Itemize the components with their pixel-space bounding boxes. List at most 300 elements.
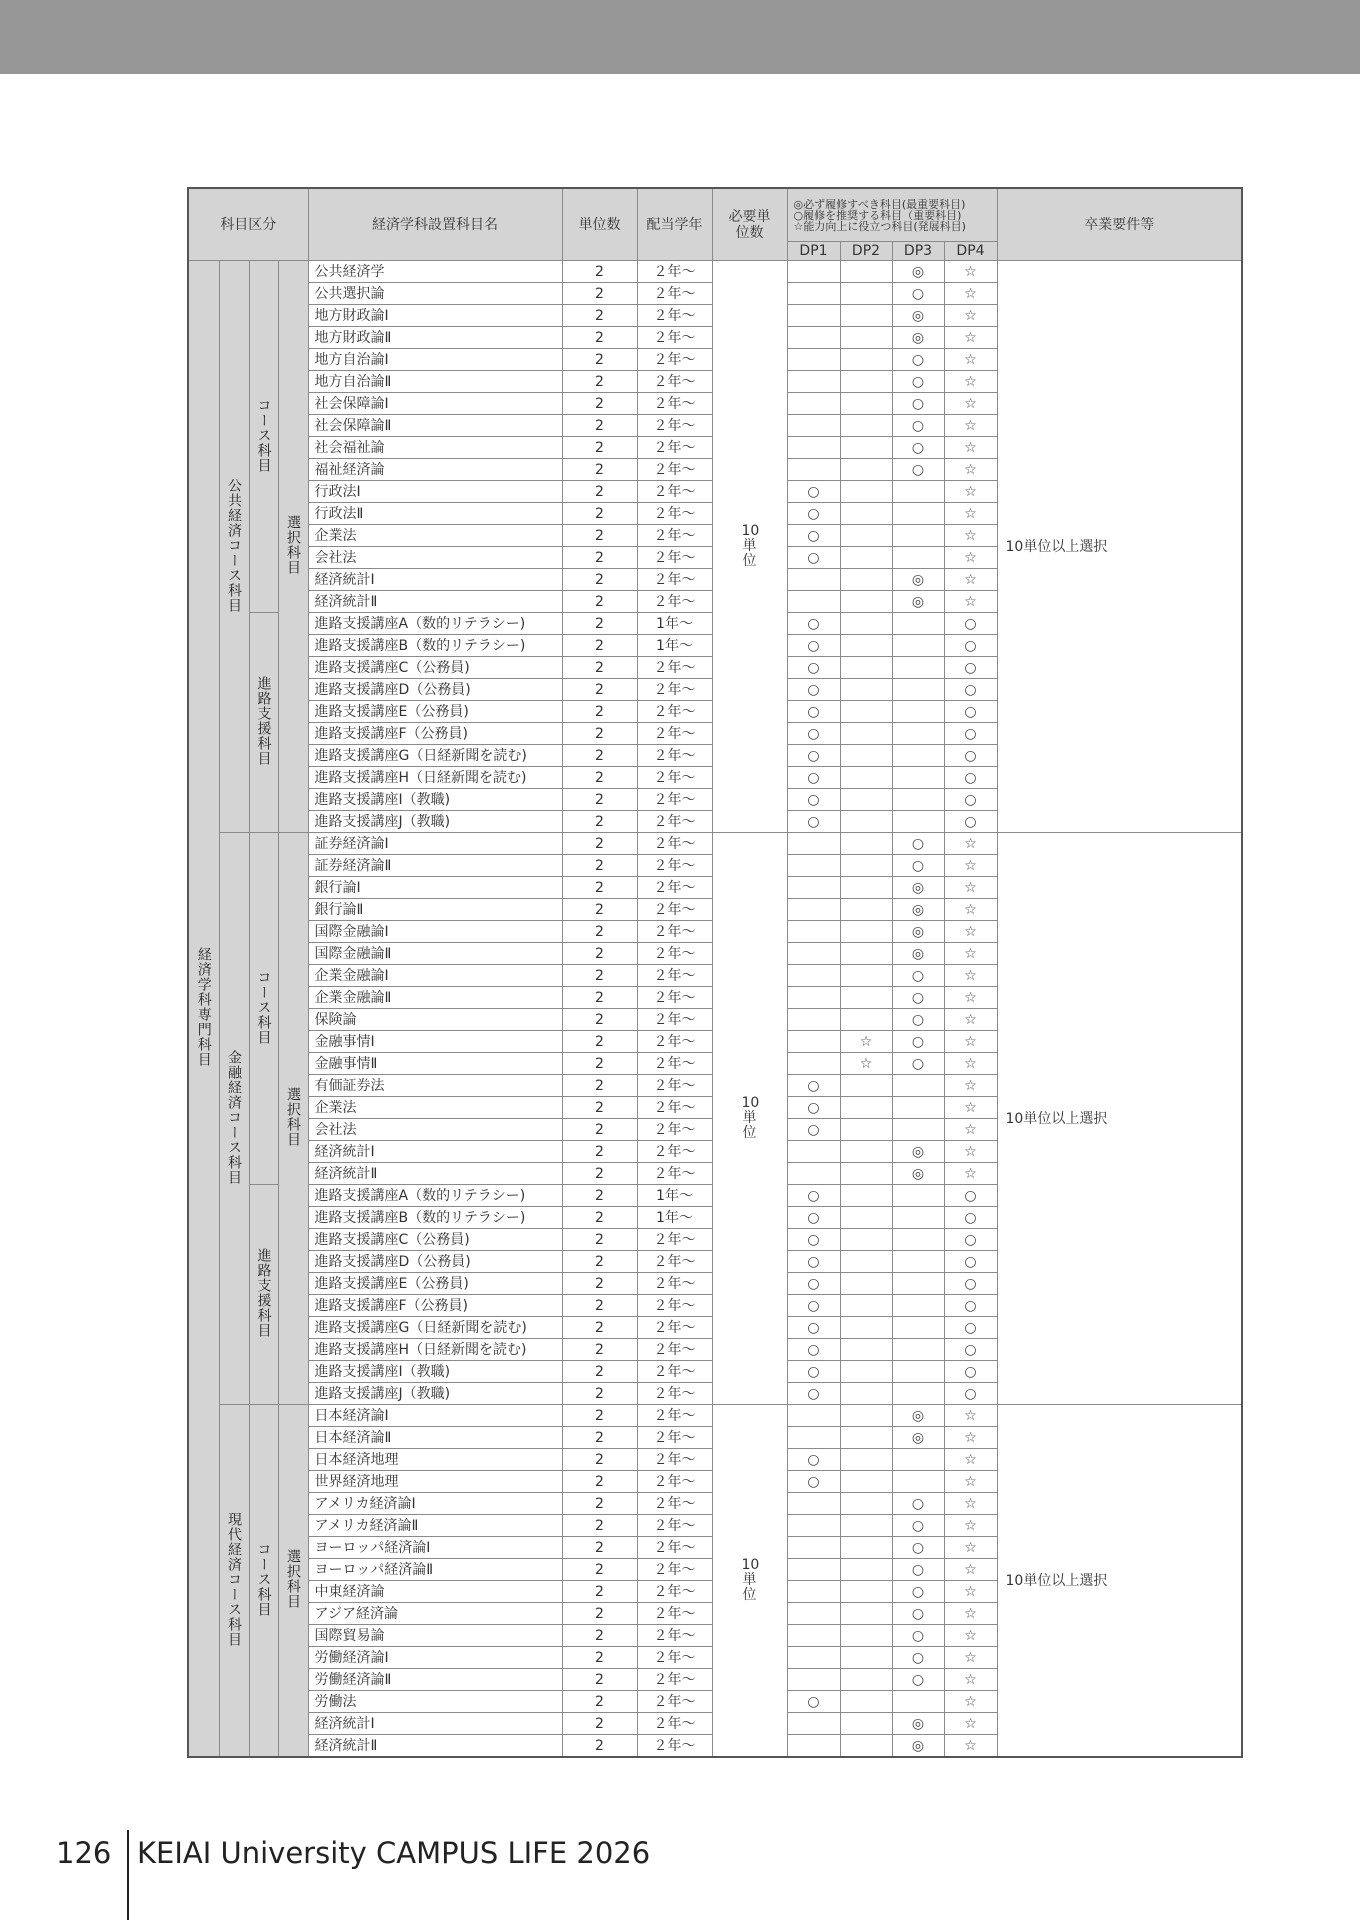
header-dp4: DP4 <box>944 242 997 261</box>
dp3-mark: ○ <box>892 437 944 459</box>
year-cell: 1年～ <box>637 1185 712 1207</box>
dp2-mark <box>840 415 892 437</box>
dp3-mark: ◎ <box>892 591 944 613</box>
dp1-mark: ○ <box>787 1251 840 1273</box>
dp1-mark <box>787 1647 840 1669</box>
dp2-mark <box>840 349 892 371</box>
dp1-mark <box>787 415 840 437</box>
dp2-mark <box>840 1383 892 1405</box>
dp2-mark <box>840 1119 892 1141</box>
course-name-cell: 地方自治論Ⅰ <box>308 349 562 371</box>
dp2-mark <box>840 965 892 987</box>
dp3-mark: ○ <box>892 1537 944 1559</box>
course-name-cell: 進路支援講座E（公務員) <box>308 1273 562 1295</box>
credits-cell: 2 <box>562 437 637 459</box>
course-name-cell: 企業金融論Ⅰ <box>308 965 562 987</box>
year-cell: ２年～ <box>637 943 712 965</box>
dp2-mark <box>840 1185 892 1207</box>
dp1-mark: ○ <box>787 745 840 767</box>
dp2-mark <box>840 811 892 833</box>
year-cell: ２年～ <box>637 701 712 723</box>
course-name-cell: 進路支援講座F（公務員) <box>308 1295 562 1317</box>
dp1-mark <box>787 965 840 987</box>
dp1-mark <box>787 1031 840 1053</box>
dp3-mark <box>892 811 944 833</box>
dp4-mark: ☆ <box>944 459 997 481</box>
year-cell: ２年～ <box>637 1273 712 1295</box>
dp1-mark: ○ <box>787 1097 840 1119</box>
credits-cell: 2 <box>562 1625 637 1647</box>
dp2-mark <box>840 1559 892 1581</box>
course-name-cell: 進路支援講座I（教職) <box>308 1361 562 1383</box>
year-cell: ２年～ <box>637 1449 712 1471</box>
dp4-mark: ☆ <box>944 987 997 1009</box>
credits-cell: 2 <box>562 415 637 437</box>
dp2-mark <box>840 459 892 481</box>
dp1-mark <box>787 899 840 921</box>
page-number: 126 <box>56 1836 112 1870</box>
dp2-mark <box>840 1097 892 1119</box>
course-name-cell: 日本経済論Ⅰ <box>308 1405 562 1427</box>
course-name-cell: 進路支援講座C（公務員) <box>308 1229 562 1251</box>
dp2-mark <box>840 1515 892 1537</box>
year-cell: ２年～ <box>637 437 712 459</box>
credits-cell: 2 <box>562 701 637 723</box>
dp1-mark <box>787 437 840 459</box>
credits-cell: 2 <box>562 657 637 679</box>
course-category <box>219 261 249 833</box>
dp1-mark <box>787 1163 840 1185</box>
dp2-mark <box>840 701 892 723</box>
course-name-cell: 進路支援講座C（公務員) <box>308 657 562 679</box>
credits-cell: 2 <box>562 635 637 657</box>
dp4-mark: ☆ <box>944 547 997 569</box>
year-cell: ２年～ <box>637 415 712 437</box>
dp2-mark <box>840 437 892 459</box>
dp2-mark <box>840 855 892 877</box>
dp1-mark <box>787 1405 840 1427</box>
dp3-mark <box>892 1119 944 1141</box>
dp3-mark: ○ <box>892 1603 944 1625</box>
course-name-cell: 進路支援講座F（公務員) <box>308 723 562 745</box>
course-name-cell: 公共選択論 <box>308 283 562 305</box>
credits-cell: 2 <box>562 767 637 789</box>
credits-cell: 2 <box>562 1713 637 1735</box>
credits-cell: 2 <box>562 789 637 811</box>
course-name-cell: 福祉経済論 <box>308 459 562 481</box>
dp3-mark: ○ <box>892 393 944 415</box>
dp3-mark <box>892 767 944 789</box>
dp4-mark: ☆ <box>944 415 997 437</box>
header-dp3: DP3 <box>892 242 944 261</box>
dp3-mark: ◎ <box>892 305 944 327</box>
credits-cell: 2 <box>562 745 637 767</box>
credits-cell: 2 <box>562 393 637 415</box>
course-name-cell: 進路支援講座J（教職) <box>308 1383 562 1405</box>
year-cell: ２年～ <box>637 459 712 481</box>
course-name-cell: 企業金融論Ⅱ <box>308 987 562 1009</box>
header-required-units <box>712 188 787 261</box>
subgroup-label: コース科目 <box>255 969 272 1045</box>
dp4-mark: ☆ <box>944 1053 997 1075</box>
credits-cell: 2 <box>562 1471 637 1493</box>
dp4-mark: ○ <box>944 1273 997 1295</box>
dp4-mark: ☆ <box>944 569 997 591</box>
credits-cell: 2 <box>562 1295 637 1317</box>
credits-cell: 2 <box>562 613 637 635</box>
dp1-mark <box>787 1537 840 1559</box>
dp3-mark: ○ <box>892 833 944 855</box>
dp4-mark: ☆ <box>944 833 997 855</box>
elective-label: 選択科目 <box>285 1087 301 1147</box>
credits-cell: 2 <box>562 1669 637 1691</box>
header-dp1: DP1 <box>787 242 840 261</box>
dp4-mark: ○ <box>944 657 997 679</box>
dp2-mark <box>840 1251 892 1273</box>
year-cell: ２年～ <box>637 1669 712 1691</box>
year-cell: ２年～ <box>637 349 712 371</box>
course-name-cell: 会社法 <box>308 547 562 569</box>
elective-category <box>278 261 308 833</box>
credits-cell: 2 <box>562 371 637 393</box>
header-year: 配当学年 <box>637 188 712 261</box>
credits-cell: 2 <box>562 1449 637 1471</box>
header-credits: 単位数 <box>562 188 637 261</box>
dp4-mark: ☆ <box>944 1603 997 1625</box>
dp3-mark <box>892 1295 944 1317</box>
dp1-mark: ○ <box>787 723 840 745</box>
dp4-mark: ☆ <box>944 283 997 305</box>
year-cell: ２年～ <box>637 283 712 305</box>
subgroup-category <box>249 1185 278 1405</box>
dp4-mark: ○ <box>944 613 997 635</box>
dp1-mark: ○ <box>787 657 840 679</box>
course-name-cell: 経済統計Ⅰ <box>308 1713 562 1735</box>
credits-cell: 2 <box>562 833 637 855</box>
dp2-mark <box>840 1273 892 1295</box>
dp4-mark: ○ <box>944 679 997 701</box>
dp3-mark: ○ <box>892 415 944 437</box>
dp2-mark <box>840 1317 892 1339</box>
year-cell: ２年～ <box>637 965 712 987</box>
dp1-mark: ○ <box>787 547 840 569</box>
dp1-mark <box>787 1141 840 1163</box>
required-units-cell <box>712 1405 787 1758</box>
dp1-mark: ○ <box>787 1471 840 1493</box>
year-cell: ２年～ <box>637 1581 712 1603</box>
dp1-mark: ○ <box>787 1691 840 1713</box>
dp1-mark: ○ <box>787 789 840 811</box>
dp4-mark: ☆ <box>944 591 997 613</box>
dp2-mark <box>840 1581 892 1603</box>
dp2-mark <box>840 723 892 745</box>
dp4-mark: ○ <box>944 789 997 811</box>
course-name-cell: 進路支援講座B（数的リテラシー) <box>308 635 562 657</box>
year-cell: ２年～ <box>637 1031 712 1053</box>
year-cell: ２年～ <box>637 1097 712 1119</box>
dp4-mark: ○ <box>944 723 997 745</box>
course-name-cell: 社会保障論Ⅱ <box>308 415 562 437</box>
dp1-mark <box>787 877 840 899</box>
credits-cell: 2 <box>562 987 637 1009</box>
required-units-label: 10単位 <box>741 523 760 569</box>
credits-cell: 2 <box>562 305 637 327</box>
year-cell: ２年～ <box>637 767 712 789</box>
year-cell: ２年～ <box>637 1515 712 1537</box>
dp1-mark <box>787 1009 840 1031</box>
dp4-mark: ☆ <box>944 965 997 987</box>
year-cell: ２年～ <box>637 1141 712 1163</box>
dp1-mark <box>787 393 840 415</box>
year-cell: ２年～ <box>637 855 712 877</box>
course-name-cell: 進路支援講座I（教職) <box>308 789 562 811</box>
year-cell: ２年～ <box>637 1735 712 1758</box>
header-course-name: 経済学科設置科目名 <box>308 188 562 261</box>
year-cell: ２年～ <box>637 1691 712 1713</box>
dp2-mark <box>840 767 892 789</box>
dp4-mark: ☆ <box>944 437 997 459</box>
course-name-cell: 経済統計Ⅱ <box>308 1163 562 1185</box>
dp3-mark: ◎ <box>892 327 944 349</box>
year-cell: ２年～ <box>637 305 712 327</box>
legend-line-1: ◎必ず履修すべき科目(最重要科目) <box>793 197 966 211</box>
dp2-mark <box>840 1471 892 1493</box>
dp2-mark <box>840 283 892 305</box>
elective-category <box>278 1405 308 1758</box>
dp1-mark <box>787 459 840 481</box>
year-cell: ２年～ <box>637 371 712 393</box>
course-name-cell: 有価証券法 <box>308 1075 562 1097</box>
dp2-mark <box>840 1603 892 1625</box>
header-dp2: DP2 <box>840 242 892 261</box>
dp2-mark <box>840 1493 892 1515</box>
dp3-mark: ○ <box>892 1053 944 1075</box>
year-cell: ２年～ <box>637 1339 712 1361</box>
dp4-mark: ○ <box>944 1229 997 1251</box>
dp3-mark <box>892 1075 944 1097</box>
dp4-mark: ○ <box>944 767 997 789</box>
dp3-mark: ○ <box>892 965 944 987</box>
dp3-mark <box>892 1383 944 1405</box>
dp4-mark: ○ <box>944 1251 997 1273</box>
dp4-mark: ☆ <box>944 921 997 943</box>
credits-cell: 2 <box>562 1493 637 1515</box>
year-cell: ２年～ <box>637 1009 712 1031</box>
dp4-mark: ☆ <box>944 1097 997 1119</box>
dp3-mark <box>892 1207 944 1229</box>
dp1-mark: ○ <box>787 679 840 701</box>
header-category: 科目区分 <box>188 188 308 261</box>
dp4-mark: ☆ <box>944 327 997 349</box>
dp4-mark: ☆ <box>944 1691 997 1713</box>
course-name-cell: 企業法 <box>308 525 562 547</box>
dp1-mark: ○ <box>787 811 840 833</box>
dp1-mark <box>787 591 840 613</box>
course-name-cell: 進路支援講座A（数的リテラシー) <box>308 1185 562 1207</box>
course-name-cell: 金融事情Ⅱ <box>308 1053 562 1075</box>
credits-cell: 2 <box>562 1581 637 1603</box>
credits-cell: 2 <box>562 811 637 833</box>
dp2-mark <box>840 393 892 415</box>
dp2-mark <box>840 1537 892 1559</box>
course-name-cell: アメリカ経済論Ⅱ <box>308 1515 562 1537</box>
dp3-mark <box>892 723 944 745</box>
dp3-mark <box>892 1229 944 1251</box>
year-cell: ２年～ <box>637 745 712 767</box>
dp4-mark: ☆ <box>944 371 997 393</box>
year-cell: ２年～ <box>637 1647 712 1669</box>
course-name-cell: ヨーロッパ経済論Ⅰ <box>308 1537 562 1559</box>
credits-cell: 2 <box>562 1207 637 1229</box>
course-name-cell: 経済統計Ⅱ <box>308 591 562 613</box>
category-economics-specialized <box>188 261 219 1758</box>
credits-cell: 2 <box>562 283 637 305</box>
year-cell: ２年～ <box>637 1295 712 1317</box>
course-name-cell: 証券経済論Ⅰ <box>308 833 562 855</box>
dp1-mark <box>787 1493 840 1515</box>
year-cell: ２年～ <box>637 1317 712 1339</box>
course-name-cell: 会社法 <box>308 1119 562 1141</box>
dp4-mark: ☆ <box>944 1163 997 1185</box>
credits-cell: 2 <box>562 1559 637 1581</box>
dp1-mark: ○ <box>787 767 840 789</box>
credits-cell: 2 <box>562 1735 637 1758</box>
subgroup-label: 進路支援科目 <box>255 1248 272 1338</box>
credits-cell: 2 <box>562 1537 637 1559</box>
dp1-mark: ○ <box>787 1119 840 1141</box>
credits-cell: 2 <box>562 1163 637 1185</box>
year-cell: ２年～ <box>637 723 712 745</box>
credits-cell: 2 <box>562 1691 637 1713</box>
dp3-mark: ○ <box>892 855 944 877</box>
course-name-cell: 経済統計Ⅱ <box>308 1735 562 1758</box>
dp3-mark: ○ <box>892 1647 944 1669</box>
subgroup-category <box>249 261 278 613</box>
dp2-mark <box>840 1339 892 1361</box>
dp1-mark <box>787 987 840 1009</box>
dp3-mark: ○ <box>892 987 944 1009</box>
credits-cell: 2 <box>562 1119 637 1141</box>
dp1-mark <box>787 833 840 855</box>
dp4-mark: ☆ <box>944 1471 997 1493</box>
dp4-mark: ○ <box>944 1295 997 1317</box>
course-name-cell: 公共経済学 <box>308 261 562 283</box>
credits-cell: 2 <box>562 1009 637 1031</box>
dp1-mark: ○ <box>787 525 840 547</box>
course-name-cell: 中東経済論 <box>308 1581 562 1603</box>
course-name-cell: 地方自治論Ⅱ <box>308 371 562 393</box>
elective-label: 選択科目 <box>285 515 301 575</box>
dp4-mark: ○ <box>944 1361 997 1383</box>
year-cell: 1年～ <box>637 1207 712 1229</box>
dp1-mark <box>787 943 840 965</box>
elective-label: 選択科目 <box>285 1549 301 1609</box>
year-cell: ２年～ <box>637 1229 712 1251</box>
year-cell: ２年～ <box>637 1603 712 1625</box>
dp1-mark <box>787 1625 840 1647</box>
dp2-mark <box>840 547 892 569</box>
dp2-mark <box>840 1075 892 1097</box>
table-row <box>188 1405 1242 1427</box>
dp4-mark: ☆ <box>944 1449 997 1471</box>
dp2-mark <box>840 1735 892 1758</box>
dp4-mark: ☆ <box>944 1493 997 1515</box>
credits-cell: 2 <box>562 459 637 481</box>
dp4-mark: ☆ <box>944 1537 997 1559</box>
dp2-mark <box>840 525 892 547</box>
dp1-mark <box>787 1427 840 1449</box>
top-banner <box>0 0 1360 74</box>
dp3-mark: ◎ <box>892 261 944 283</box>
dp1-mark: ○ <box>787 1361 840 1383</box>
dp2-mark <box>840 1449 892 1471</box>
year-cell: ２年～ <box>637 1493 712 1515</box>
dp1-mark: ○ <box>787 1449 840 1471</box>
graduation-requirement-cell: 10単位以上選択 <box>997 833 1242 1405</box>
required-units-label: 10単位 <box>741 1557 760 1603</box>
course-name-cell: 進路支援講座E（公務員) <box>308 701 562 723</box>
dp3-mark <box>892 1471 944 1493</box>
dp4-mark: ☆ <box>944 855 997 877</box>
legend-header <box>787 188 997 242</box>
credits-cell: 2 <box>562 899 637 921</box>
dp4-mark: ○ <box>944 1317 997 1339</box>
dp1-mark: ○ <box>787 503 840 525</box>
dp3-mark: ◎ <box>892 1405 944 1427</box>
course-name-cell: 進路支援講座J（教職) <box>308 811 562 833</box>
credits-cell: 2 <box>562 943 637 965</box>
year-cell: ２年～ <box>637 921 712 943</box>
credits-cell: 2 <box>562 679 637 701</box>
course-name-cell: 国際金融論Ⅱ <box>308 943 562 965</box>
year-cell: ２年～ <box>637 1405 712 1427</box>
dp1-mark: ○ <box>787 1383 840 1405</box>
credits-cell: 2 <box>562 569 637 591</box>
year-cell: 1年～ <box>637 635 712 657</box>
dp4-mark: ○ <box>944 1383 997 1405</box>
credits-cell: 2 <box>562 1647 637 1669</box>
year-cell: ２年～ <box>637 1427 712 1449</box>
dp4-mark: ☆ <box>944 1075 997 1097</box>
dp2-mark <box>840 877 892 899</box>
course-name-cell: 経済統計Ⅰ <box>308 1141 562 1163</box>
credits-cell: 2 <box>562 1427 637 1449</box>
course-name-cell: 行政法Ⅰ <box>308 481 562 503</box>
footer-divider <box>127 1830 129 1920</box>
dp4-mark: ☆ <box>944 943 997 965</box>
dp2-mark <box>840 679 892 701</box>
dp3-mark: ○ <box>892 1581 944 1603</box>
legend-line-3: ☆能力向上に役立つ科目(発展科目) <box>793 219 966 233</box>
course-name-cell: 社会保障論Ⅰ <box>308 393 562 415</box>
course-name-cell: 進路支援講座D（公務員) <box>308 679 562 701</box>
dp1-mark: ○ <box>787 701 840 723</box>
dp1-mark <box>787 371 840 393</box>
course-name-cell: アメリカ経済論Ⅰ <box>308 1493 562 1515</box>
dp1-mark <box>787 1581 840 1603</box>
credits-cell: 2 <box>562 965 637 987</box>
dp3-mark <box>892 1317 944 1339</box>
dp1-mark <box>787 327 840 349</box>
dp2-mark <box>840 1713 892 1735</box>
dp4-mark: ○ <box>944 745 997 767</box>
course-category <box>219 1405 249 1758</box>
dp1-mark: ○ <box>787 1295 840 1317</box>
dp3-mark: ○ <box>892 1559 944 1581</box>
dp2-mark <box>840 503 892 525</box>
course-name-cell: アジア経済論 <box>308 1603 562 1625</box>
year-cell: ２年～ <box>637 899 712 921</box>
